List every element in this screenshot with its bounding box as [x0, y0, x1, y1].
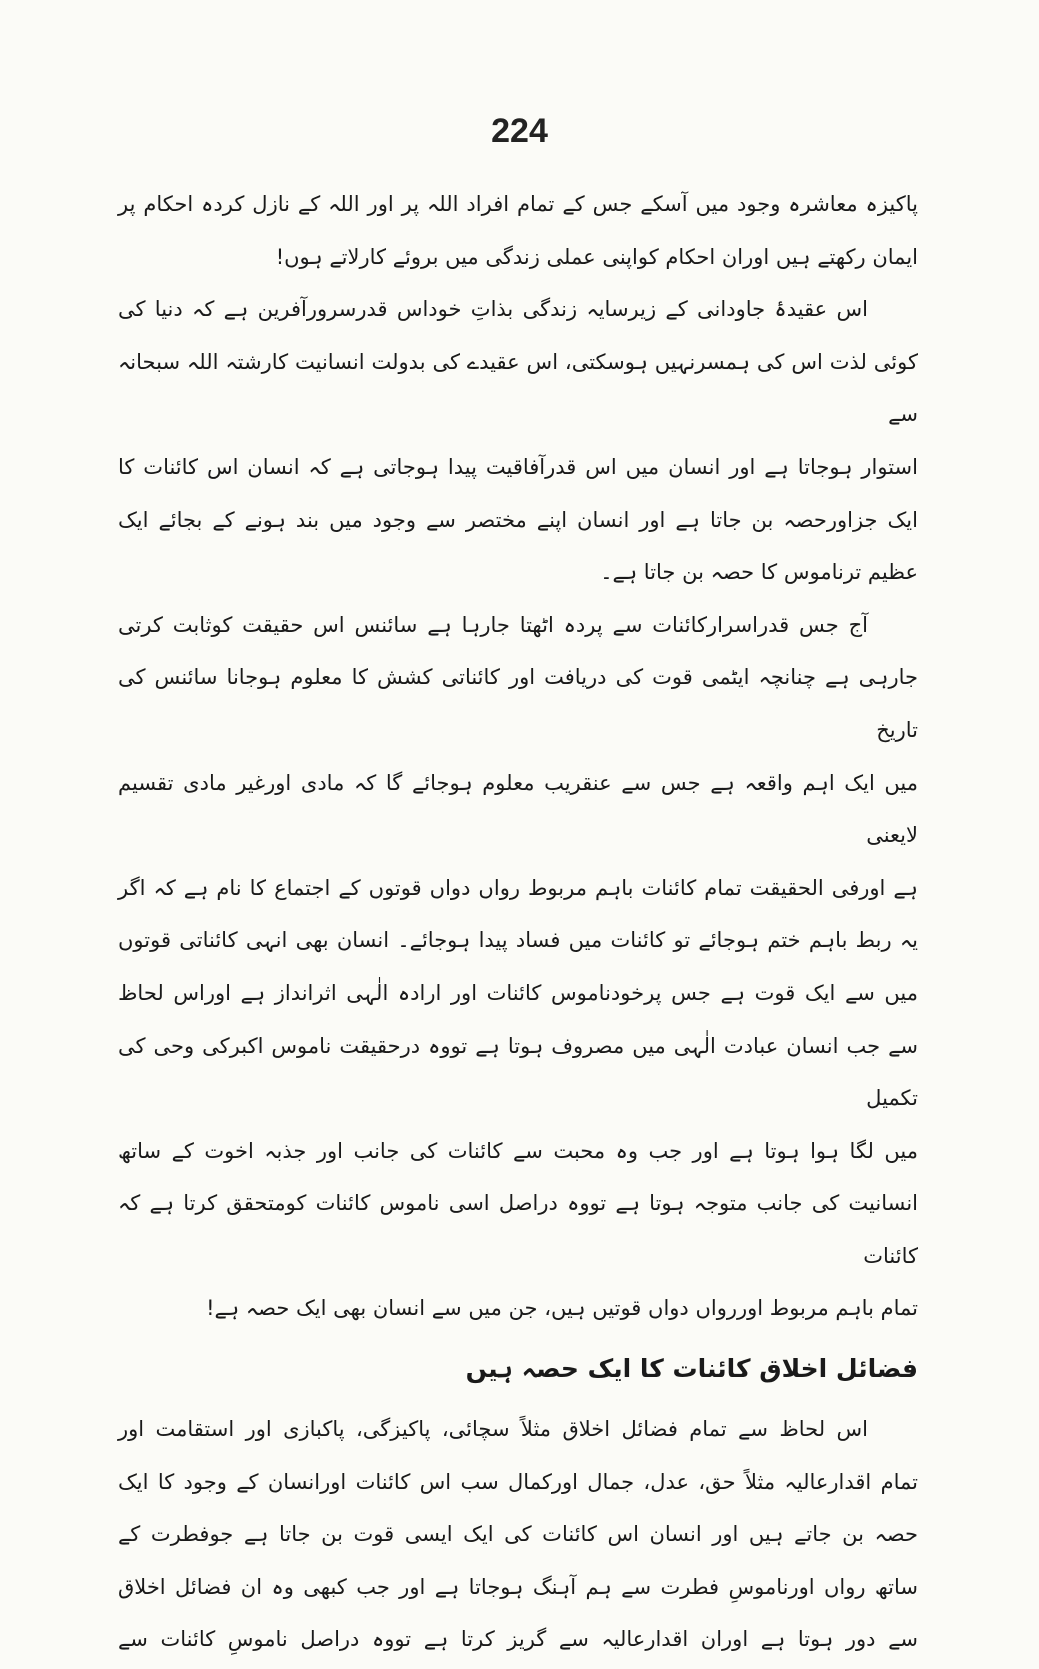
text-line: یہ ربط باہم ختم ہوجائے تو کائنات میں فساد پیدا ہوجائے۔ انسان بھی انہی کائناتی قوتوں [118, 928, 918, 953]
text-line: اس عقیدۂ جاودانی کے زیرسایہ زندگی بذاتِ خوداس قدرسرورآفرین ہے کہ دنیا کی [118, 297, 868, 322]
section-heading: فضائل اخلاق کائنات کا ایک حصہ ہیں [465, 1354, 918, 1384]
text-line: میں ایک اہم واقعہ ہے جس سے عنقریب معلوم ہوجائے گا کہ مادی اورغیر مادی تقسیم لایعنی [118, 770, 918, 848]
text-line: تمام باہم مربوط اوررواں دواں قوتیں ہیں، جن میں سے انسان بھی ایک حصہ ہے! [206, 1296, 918, 1321]
text-line: میں لگا ہوا ہوتا ہے اور جب وہ محبت سے کائنات کی جانب اور جذبہ اخوت کے ساتھ [118, 1138, 918, 1163]
text-line: عظیم ترناموس کا حصہ بن جاتا ہے۔ [600, 560, 918, 585]
page-body [118, 178, 918, 1666]
text-line: سے دور ہوتا ہے اوران اقدارعالیہ سے گریز کرتا ہے تووہ دراصل ناموسِ کائنات سے [118, 1627, 918, 1652]
text-line: استوار ہوجاتا ہے اور انسان میں اس قدرآفاقیت پیدا ہوجاتی ہے کہ انسان اس کائنات کا [118, 454, 918, 479]
text-line: ساتھ رواں اورناموسِ فطرت سے ہم آہنگ ہوجاتا ہے اور جب کبھی وہ ان فضائل اخلاق [118, 1574, 918, 1599]
text-line: کوئی لذت اس کی ہمسرنہیں ہوسکتی، اس عقیدے کی بدولت انسانیت کارشتہ اللہ سبحانہ سے [118, 349, 918, 427]
text-line: آج جس قدراسرارکائنات سے پردہ اٹھتا جارہا ہے سائنس اس حقیقت کوثابت کرتی [118, 612, 868, 637]
text-line: ایک جزاورحصہ بن جاتا ہے اور انسان اپنے مختصر سے وجود میں بند ہونے کے بجائے ایک [118, 507, 918, 532]
text-line: میں سے ایک قوت ہے جس پرخودناموس کائنات اور ارادہ الٰہی اثرانداز ہے اوراس لحاظ [118, 980, 918, 1005]
text-line: ہے اورفی الحقیقت تمام کائنات باہم مربوط رواں دواں قوتوں کے اجتماع کا نام ہے کہ اگر [118, 875, 918, 900]
text-line: جارہی ہے چنانچہ ایٹمی قوت کی دریافت اور کائناتی کشش کا معلوم ہوجانا سائنس کی تاریخ [118, 665, 918, 742]
text-line: پاکیزہ معاشرہ وجود میں آسکے جس کے تمام افراد اللہ پر اور اللہ کے نازل کردہ احکام پر [118, 192, 918, 216]
text-line: حصہ بن جاتے ہیں اور انسان اس کائنات کی ایک ایسی قوت بن جاتا ہے جوفطرت کے [118, 1522, 918, 1547]
text-line: تمام اقدارعالیہ مثلاً حق، عدل، جمال اورکمال سب اس کائنات اورانسان کے وجود کا ایک [118, 1469, 918, 1494]
text-line: سے جب انسان عبادت الٰہی میں مصروف ہوتا ہے تووہ درحقیقت ناموس اکبرکی وحی کی تکمیل [118, 1033, 918, 1111]
text-line: انسانیت کی جانب متوجہ ہوتا ہے تووہ دراصل اسی ناموس کائنات کومتحقق کرتا ہے کہ کائنات [118, 1191, 918, 1268]
text-line: اس لحاظ سے تمام فضائل اخلاق مثلاً سچائی، پاکیزگی، پاکبازی اور استقامت اور [118, 1417, 868, 1442]
text-line: ایمان رکھتے ہیں اوران احکام کواپنی عملی زندگی میں بروئے کارلاتے ہوں! [275, 244, 918, 269]
page-number: 224 [491, 112, 548, 150]
